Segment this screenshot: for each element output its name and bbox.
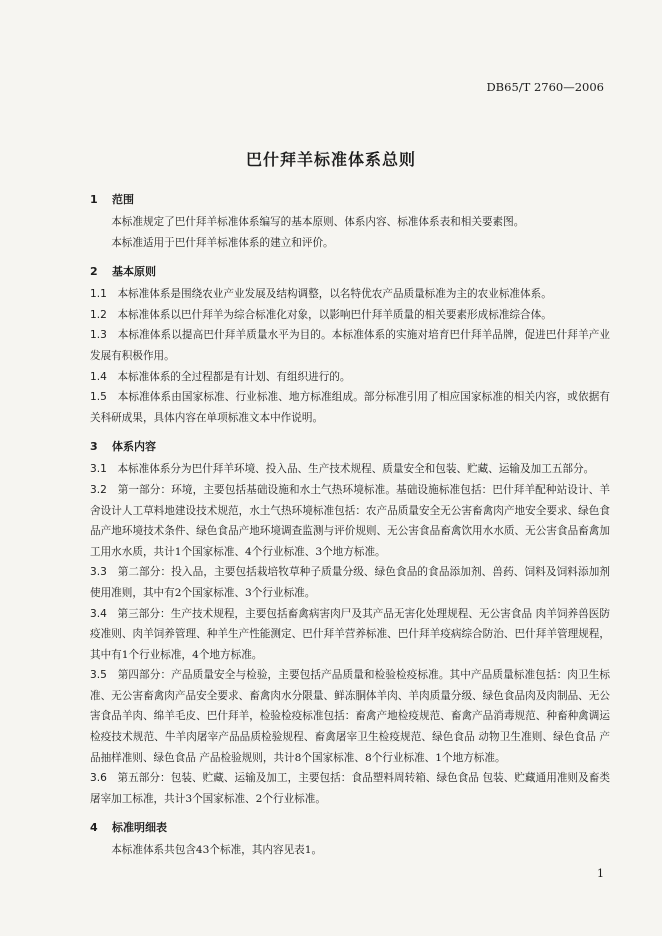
clause-3-5: 3.5 第四部分：产品质量安全与检验，主要包括产品质量和检验检疫标准。其中产品质量标准包括：肉卫生标准、无公害畜禽肉产品安全要求、畜禽肉水分限量、鲜冻胴体羊肉、羊肉质量分级、绿色食品肉及肉制品、无公害食品羊肉、绵羊毛皮、巴什拜羊，检验检疫标准包括：畜禽产地检疫规范、畜禽产品消毒规范、种畜种禽调运检疫技术规范、牛羊肉屠宰产品品质检验规程、畜禽屠宰卫生检疫规范、绿色食品 动物卫生准则、绿色食品 产品抽样准则、绿色食品 产品检验规则，共计8个国家标准、8个行业标准、1个地方标准。 bbox=[90, 669, 611, 764]
section-heading-4: 4 标准明细表 bbox=[90, 821, 167, 835]
section-heading-3: 3 体系内容 bbox=[90, 440, 156, 454]
clause-3-1: 3.1 本标准体系分为巴什拜羊环境、投入品、生产技术规程、质量安全和包装、贮藏、运输及加工五部分。 bbox=[90, 463, 595, 476]
clause-3-3: 3.3 第二部分：投入品，主要包括栽培牧草种子质量分级、绿色食品的食品添加剂、兽药、饲料及饲料添加剂使用准则，其中有2个国家标准、3个行业标准。 bbox=[90, 566, 611, 599]
clause-1-2: 1.2 本标准体系以巴什拜羊为综合标准化对象，以影响巴什拜羊质量的相关要素形成标准综合体。 bbox=[90, 308, 552, 321]
clause-3-4: 3.4 第三部分：生产技术规程，主要包括畜禽病害肉尸及其产品无害化处理规程、无公害食品 肉羊饲养兽医防疫准则、肉羊饲养管理、种羊生产性能测定、巴什拜羊营养标准、巴什拜羊疫病综合防治、巴什拜羊管理规程，其中有1个行业标准，4个地方标准。 bbox=[90, 607, 610, 661]
page-title: 巴什拜羊标准体系总则 bbox=[245, 150, 416, 169]
page-number: 1 bbox=[597, 867, 604, 880]
paragraph: 本标准适用于巴什拜羊标准体系的建立和评价。 bbox=[111, 236, 334, 249]
clause-1-1: 1.1 本标准体系是围绕农业产业发展及结构调整，以名特优农产品质量标准为主的农业标准体系。 bbox=[90, 288, 552, 301]
clause-3-2: 3.2 第一部分：环境，主要包括基础设施和水土气热环境标准。基础设施标准包括：巴什拜羊配种站设计、羊舍设计人工草料地建设技术规范，水土气热环境标准包括：农产品质量安全无公害畜禽肉产地安全要求、绿色食品产地环境技术条件、绿色食品产地环境调查监测与评价规则、无公害食品畜禽饮用水水质、无公害食品畜禽加工用水水质，共计1个国家标准、4个行业标准、3个地方标准。 bbox=[90, 483, 611, 558]
document-number: DB65/T 2760—2006 bbox=[486, 80, 604, 94]
paragraph: 本标准规定了巴什拜羊标准体系编写的基本原则、体系内容、标准体系表和相关要素图。 bbox=[111, 216, 525, 228]
clause-1-4: 1.4 本标准体系的全过程都是有计划、有组织进行的。 bbox=[90, 370, 351, 383]
clause-1-3: 1.3 本标准体系以提高巴什拜羊质量水平为目的。本标准体系的实施对培育巴什拜羊品牌，促进巴什拜羊产业发展有积极作用。 bbox=[90, 329, 611, 362]
section-heading-2: 2 基本原则 bbox=[90, 265, 156, 279]
clause-1-5: 1.5 本标准体系由国家标准、行业标准、地方标准组成。部分标准引用了相应国家标准的相关内容，或依据有关科研成果，具体内容在单项标准文本中作说明。 bbox=[90, 391, 611, 424]
clause-3-6: 3.6 第五部分：包装、贮藏、运输及加工，主要包括：食品塑料周转箱、绿色食品 包装、贮藏通用准则及畜类屠宰加工标准，共计3个国家标准、2个行业标准。 bbox=[90, 772, 610, 805]
paragraph: 本标准体系共包含43个标准，其内容见表1。 bbox=[111, 844, 323, 857]
document-body bbox=[90, 190, 610, 861]
section-heading-1: 1 范围 bbox=[90, 193, 134, 206]
